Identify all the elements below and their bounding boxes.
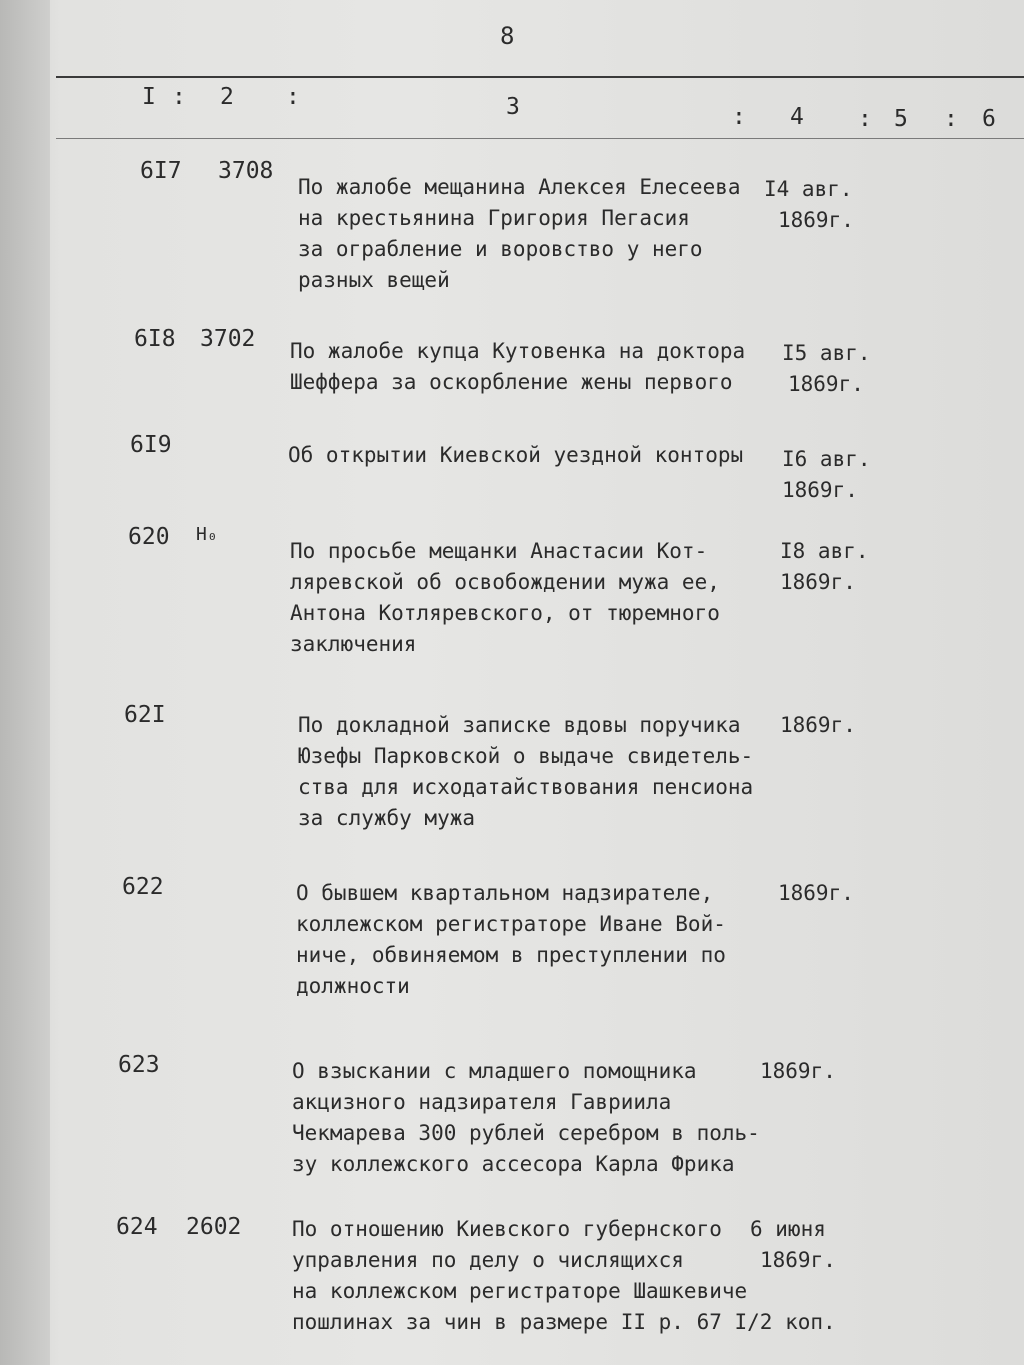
- header-col5: 5: [894, 106, 908, 132]
- entry-number: 6I8: [134, 326, 176, 352]
- header-col6: 6: [982, 106, 996, 132]
- description-line: за службу мужа: [298, 806, 476, 830]
- date-line: I5 авг.: [782, 341, 871, 365]
- entry-description: [292, 1056, 762, 1180]
- entry-description: [290, 536, 760, 660]
- description-line: на крестьянина Григория Пегасия: [298, 206, 690, 230]
- description-line: По отношению Киевского губернского: [292, 1217, 722, 1241]
- date-line: 1869г.: [788, 372, 864, 396]
- date-line: 1869г.: [760, 1059, 836, 1083]
- description-line: управления по делу о числящихся: [292, 1248, 684, 1272]
- description-line: Шеффера за оскорбление жены первого: [290, 370, 733, 394]
- description-line: разных вещей: [298, 268, 450, 292]
- description-line: О взыскании с младшего помощника: [292, 1059, 697, 1083]
- description-line: Юзефы Парковской о выдаче свидетель-: [298, 744, 754, 768]
- header-sep4: :: [858, 106, 872, 132]
- page-edge-shadow: [0, 0, 50, 1365]
- description-line: По жалобе мещанина Алексея Елесеева: [298, 175, 741, 199]
- date-line: I6 авг.: [782, 447, 871, 471]
- date-line: 1869г.: [778, 881, 854, 905]
- description-line: на коллежском регистраторе Шашкевиче: [292, 1279, 748, 1303]
- description-line: По докладной записке вдовы поручика: [298, 713, 741, 737]
- entry-date: [760, 1056, 836, 1087]
- header-sep5: :: [944, 106, 958, 132]
- entry-code: 3702: [200, 326, 256, 352]
- entry-description: [290, 336, 760, 398]
- entry-number: 624: [116, 1214, 158, 1240]
- date-line: 1869г.: [780, 570, 856, 594]
- description-line: Об открытии Киевской уездной конторы: [288, 443, 744, 467]
- description-line: должности: [296, 974, 410, 998]
- header-col3: 3: [506, 94, 520, 120]
- description-line: ства для исходатайствования пенсиона: [298, 775, 754, 799]
- entry-number: 6I7: [140, 158, 182, 184]
- description-line: ляревской об освобождении мужа ее,: [290, 570, 720, 594]
- date-line: I4 авг.: [764, 177, 853, 201]
- header-sep2: :: [286, 84, 300, 110]
- header-top-rule: [56, 76, 1024, 78]
- bleed-through-mark: [10, 60, 32, 100]
- date-line: 6 июня: [750, 1217, 826, 1241]
- entry-number: 620: [128, 524, 170, 550]
- entry-description: [298, 710, 768, 834]
- description-line: пошлинах за чин в размере II р. 67 I/2 коп.: [292, 1310, 836, 1334]
- date-line: 1869г.: [760, 1248, 836, 1272]
- description-line: коллежском регистраторе Иване Вой-: [296, 912, 726, 936]
- description-line: заключения: [290, 632, 417, 656]
- header-bottom-rule: [56, 138, 1024, 139]
- description-line: Чекмарева 300 рублей серебром в поль-: [292, 1121, 760, 1145]
- header-sep3: :: [732, 104, 746, 130]
- entry-code: Н₀: [196, 524, 218, 545]
- entry-description: [288, 440, 758, 471]
- page-number: 8: [500, 22, 515, 50]
- entry-date: [782, 444, 871, 506]
- description-line: О бывшем квартальном надзирателе,: [296, 881, 714, 905]
- description-line: По жалобе купца Кутовенка на доктора: [290, 339, 746, 363]
- description-line: По просьбе мещанки Анастасии Кот-: [290, 539, 708, 563]
- description-line: за ограбление и воровство у него: [298, 237, 703, 261]
- entry-description: [296, 878, 766, 1002]
- header-col4: 4: [790, 104, 804, 130]
- entry-date: [782, 338, 871, 400]
- header-col1: I: [142, 84, 156, 110]
- entry-date: [780, 710, 856, 741]
- entry-number: 622: [122, 874, 164, 900]
- date-line: I8 авг.: [780, 539, 869, 563]
- entry-code: 3708: [218, 158, 274, 184]
- date-line: 1869г.: [780, 713, 856, 737]
- entry-date: [778, 878, 854, 909]
- description-line: Антона Котляревского, от тюремного: [290, 601, 720, 625]
- entry-number: 623: [118, 1052, 160, 1078]
- date-line: 1869г.: [782, 478, 858, 502]
- entry-date: [764, 174, 854, 236]
- entry-number: 62I: [124, 702, 166, 728]
- entry-number: 6I9: [130, 432, 172, 458]
- date-line: 1869г.: [778, 208, 854, 232]
- header-col2: 2: [220, 84, 234, 110]
- entry-date: [730, 1214, 836, 1276]
- entry-description: [298, 172, 768, 296]
- entry-date: [780, 536, 869, 598]
- description-line: ниче, обвиняемом в преступлении по: [296, 943, 726, 967]
- header-sep1: :: [172, 84, 186, 110]
- description-line: акцизного надзирателя Гавриила: [292, 1090, 672, 1114]
- entry-code: 2602: [186, 1214, 242, 1240]
- description-line: зу коллежского ассесора Карла Фрика: [292, 1152, 735, 1176]
